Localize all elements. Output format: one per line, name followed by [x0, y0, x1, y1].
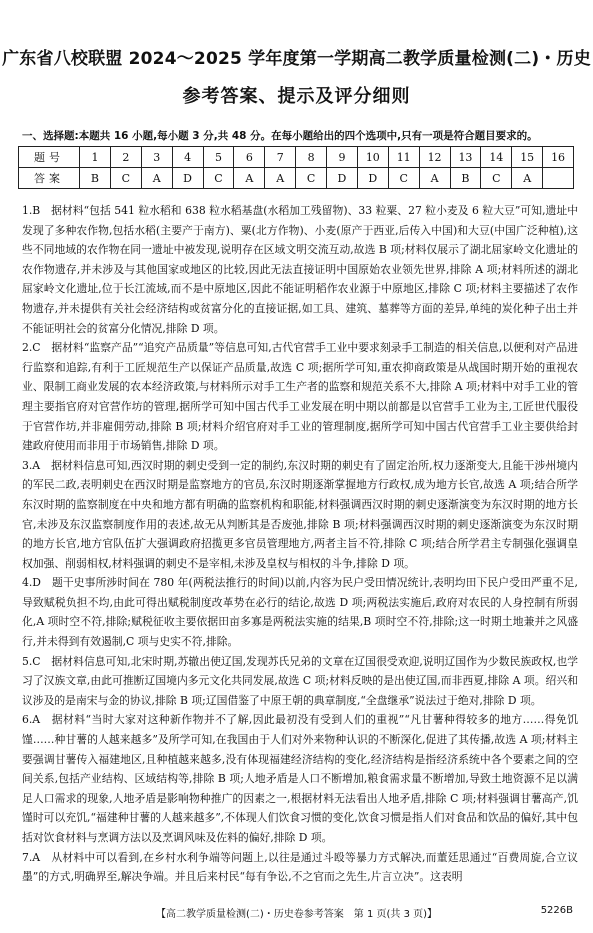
question-number: 6 [234, 147, 265, 168]
answer-cell: C [481, 168, 512, 189]
question-number: 5 [203, 147, 234, 168]
question-number: 13 [450, 147, 481, 168]
question-number: 14 [481, 147, 512, 168]
answer-table [18, 146, 574, 189]
question-number: 11 [388, 147, 419, 168]
answer-cell: A [141, 168, 172, 189]
answer-cell: C [110, 168, 141, 189]
explanation-q2: 2.C 据材料“监察产品”“追究产品质量”等信息可知,古代官营手工业中要求刻录手工制造的相关信息,以便利对产品进行监察和追踪,有利于工匠规范生产以保证产品质量,故选 C 项;据所学可知,重农抑商政策是从战国时期开始的重视农业、限制工商业发展的农本经济政策,与材料所示对手工生产者的监察和规范关系不大,排除 A 项;材料中对手工业的管理主要指官府对官营作坊的管理,据所学可知中国古代手工业发展在明中期以前都是以官营手工业为主,工匠世代服役于官营作坊,并非雇佣劳动,排除 B 项;材料介绍官府对手工业的管理制度,据所学可知中国古代官营手工业主要供给封建政府使用而非用于市场销售,排除 D 项。 [22, 341, 578, 453]
answer-cell: A [512, 168, 543, 189]
question-number: 1 [80, 147, 111, 168]
question-number: 12 [419, 147, 450, 168]
answer-table-answer-row [19, 168, 574, 189]
document-subtitle: 参考答案、提示及评分细则 [182, 86, 411, 107]
explanation-q7: 7.A 从材料中可以看到,在乡村水利争端等问题上,以往是通过斗殴等暴力方式解决,而董廷思通过“百费周旋,合立议墨”的方式,明确界至,解决争端。并且后来村民“每有争讼,不之官而之先生,片言立决”。这表明 [22, 850, 578, 884]
answer-cell: B [450, 168, 481, 189]
question-number: 10 [357, 147, 388, 168]
answer-cell: D [172, 168, 203, 189]
answer-cell [543, 168, 574, 189]
question-number: 9 [327, 147, 358, 168]
explanation-q1: 1.B 据材料“包括 541 粒水稻和 638 粒水稻基盘(水稻加工残留物)、33 粒粟、27 粒小麦及 6 粒大豆”可知,遗址中发现了多种农作物,包括水稻(主要产于南方)、粟(北方作物)、小麦(原产于西亚,后传入中国)和大豆(中国广泛种植),这些不同地域的农作物在同一遗址中被发现,说明存在区域文明交流互动,故选 B 项;材料仅展示了湖北屈家岭文化遗址的农作物遗存,并未涉及与其他国家或地区的比较,因此无法直接证明中国原始农业领先世界,排除 A 项;材料所述的湖北屈家岭文化遗址,位于长江流域,而不是中原地区,因此不能证明稻作农业源于中原地区,排除 C 项;材料主要描述了农作物遗存,并未提供有关社会经济结构或贫富分化的直接证据,如工具、建筑、墓葬等方面的差异,单纯的炭化种子出土并不能证明社会的贫富分化情况,排除 D 项。 [22, 204, 578, 335]
answer-cell: D [327, 168, 358, 189]
row-label-number: 题号 [19, 147, 80, 168]
question-number: 2 [110, 147, 141, 168]
answer-cell: C [203, 168, 234, 189]
answer-cell: A [419, 168, 450, 189]
answer-cell: A [234, 168, 265, 189]
answer-cell: B [80, 168, 111, 189]
answer-table-number-row [19, 147, 574, 168]
explanations-body [22, 201, 578, 887]
explanation-q5: 5.C 据材料信息可知,北宋时期,苏辙出使辽国,发现苏氏兄弟的文章在辽国很受欢迎,说明辽国作为少数民族政权,也学习了汉族文章,由此可推断辽国境内多元文化共同发展,故选 C 项;材料反映的是出使辽国,而非西夏,排除 A 项。绍兴和议涉及的是南宋与金的协议,排除 B 项;辽国借鉴了中原王朝的典章制度,“全盘继承”说法过于绝对,排除 D 项。 [22, 654, 578, 707]
footer-page-info: 【高二教学质量检测(二)・历史卷参考答案 第 1 页(共 3 页)】 [155, 909, 438, 920]
answer-cell: C [296, 168, 327, 189]
question-number: 8 [296, 147, 327, 168]
answer-cell: D [357, 168, 388, 189]
answer-cell: A [265, 168, 296, 189]
question-number: 4 [172, 147, 203, 168]
question-number: 3 [141, 147, 172, 168]
question-number: 16 [543, 147, 574, 168]
document-title: 广东省八校联盟 2024～2025 学年度第一学期高二教学质量检测(二)・历史 [2, 49, 591, 69]
section-heading: 一、选择题:本题共 16 小题,每小题 3 分,共 48 分。在每小题给出的四个选项中,只有一项是符合题目要求的。 [22, 130, 538, 142]
explanation-q4: 4.D 题干史事所涉时间在 780 年(两税法推行的时间)以前,内容为民户受田情况统计,表明均田下民户受田严重不足,导致赋税负担不均,由此可得出赋税制度改革势在必行的结论,故选 D 项;两税法实施后,政府对农民的人身控制有所弱化,A 项时空不符,排除;赋税征收主要依据田亩多寡是两税法实施的结果,B 项时空不符,排除;这一时期土地兼并之风盛行,并未得到有效遏制,C 项与史实不符,排除。 [22, 576, 578, 649]
footer-paper-code: 5226B [540, 905, 573, 916]
question-number: 7 [265, 147, 296, 168]
answer-cell: C [388, 168, 419, 189]
explanation-q6: 6.A 据材料“当时大家对这种新作物并不了解,因此最初没有受到人们的重视”“凡甘薯种得较多的地方……得免饥馑……种甘薯的人越来越多”及所学可知,在我国由于人们对外来物种认识的不断深化,促进了其传播,故选 A 项;材料主要强调甘薯传入福建地区,且种植越来越多,没有体现福建经济结构的变化,经济结构是指经济系统中各个要素之间的空间关系,包括产业结构、区域结构等,排除 B 项;人地矛盾是人口不断增加,粮食需求量不断增加,导致土地资源不足以满足人口需求的现象,人地矛盾是影响物种推广的因素之一,根据材料无法看出人地矛盾,排除 C 项;材料强调甘薯高产,饥馑时可以充饥,“福建种甘薯的人越来越多”,不体现人们饮食习惯的变化,饮食习惯是指人们对食品和饮品的偏好,其中包括对饮食材料与烹调方法以及烹调风味及佐料的偏好,排除 D 项。 [22, 713, 578, 844]
row-label-answer: 答案 [19, 168, 80, 189]
explanation-q3: 3.A 据材料信息可知,西汉时期的刺史受到一定的制约,东汉时期的刺史有了固定治所,权力逐渐变大,且能干涉州境内的军民二政,表明刺史在西汉时期是监察地方的官员,东汉时期逐渐掌握地方行政权,成为地方长官,故选 A 项;结合所学东汉时期的监察制度在中央和地方都有明确的监察机构和职能,材料强调西汉时期的刺史逐渐演变为东汉时期的地方长官,未涉及东汉监察制度作用的表述,故无从判断其是否废弛,排除 B 项;材料强调西汉时期的刺史逐渐演变为东汉时期的地方长官,地方官队伍扩大强调政府招揽更多官员管理地方,两者主旨不符,排除 C 项;结合所学君主专制强化强调皇权加强、削弱相权,材料强调的刺史不是宰相,未涉及皇权与相权的斗争,排除 D 项。 [22, 458, 578, 570]
question-number: 15 [512, 147, 543, 168]
